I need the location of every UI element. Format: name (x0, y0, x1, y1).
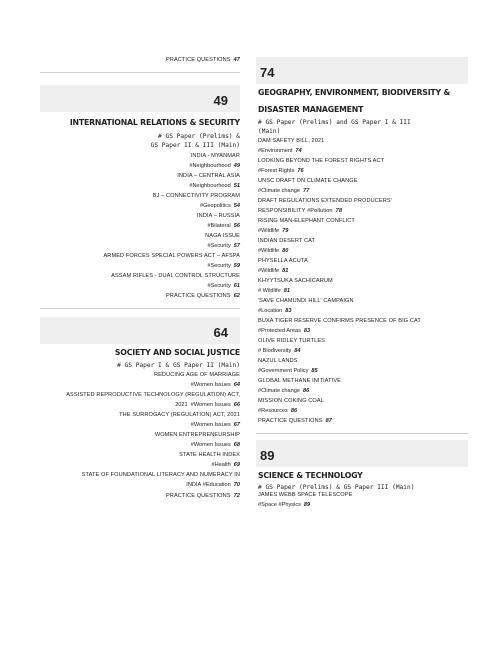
section-header (256, 440, 468, 467)
section-page-number: 89 (260, 448, 275, 463)
gs-paper-line: # GS Paper (Prelims) & GS Paper III (Main) (258, 484, 415, 491)
toc-entry[interactable]: PRACTICE QUESTIONS 47 (165, 57, 240, 63)
toc-entry[interactable]: OLIVE RIDLEY TURTLES # Biodiversity 84 (258, 338, 325, 354)
section-page-number: 49 (213, 93, 228, 108)
toc-entry[interactable]: PRACTICE QUESTIONS 87 (258, 418, 333, 424)
toc-entry[interactable]: BUXA TIGER RESERVE CONFIRMS PRESENCE OF BIG CAT #Protected Areas 83 (258, 318, 421, 334)
section-title: INTERNATIONAL RELATIONS & SECURITY (69, 118, 240, 127)
toc-entry[interactable]: THE SURROGACY (REGULATION) ACT, 2021 #Women Issues 67 (119, 412, 240, 428)
toc-entry[interactable]: ASSISTED REPRODUCTIVE TECHNOLOGY (REGULATION) ACT, 2021 #Women Issues 66 (66, 392, 240, 408)
toc-entry[interactable]: NAGA ISSUE #Security 57 (205, 233, 240, 249)
toc-entry[interactable]: PRACTICE QUESTIONS 72 (165, 493, 240, 499)
gs-paper-line: GS Paper II & III (Main) (150, 142, 240, 149)
section-title: SOCIETY AND SOCIAL JUSTICE (114, 348, 240, 357)
divider (40, 308, 240, 309)
toc-list (40, 153, 240, 300)
section-header (256, 57, 468, 84)
toc-entry[interactable]: LOOKING BEYOND THE FOREST RIGHTS ACT #Forest Rights 76 (258, 158, 385, 174)
toc-entry[interactable]: STATE HEALTH INDEX #Health 69 (179, 452, 240, 468)
toc-entry[interactable]: REDUCING AGE OF MARRIAGE #Women Issues 64 (153, 372, 240, 388)
toc-entry[interactable]: KHYYTSUKA SACHICARUM # Wildlife 81 (258, 278, 333, 294)
toc-entry[interactable]: JAMES WEBB SPACE TELESCOPE #Space #Physics 89 (258, 492, 353, 508)
section-page-number: 74 (260, 65, 275, 80)
toc-list (40, 372, 240, 500)
divider (40, 72, 240, 73)
toc-entry[interactable]: GLOBAL METHANE INITIATIVE #Climate change 86 (258, 378, 342, 394)
toc-entry[interactable]: DAM SAFETY BILL, 2021 #Environment 74 (258, 138, 325, 154)
left-column (40, 0, 240, 500)
toc-entry[interactable]: 'SAVE CHAMUNDI HILL' CAMPAIGN #Location 83 (258, 298, 354, 314)
toc-entry[interactable]: MISSION COKING COAL #Resources 86 (258, 398, 324, 414)
section-geography-environment (256, 57, 468, 425)
section-header (40, 85, 240, 112)
toc-entry[interactable]: PHYSELLA ACUTA #Wildlife 81 (258, 258, 308, 274)
toc-entry[interactable]: UNSC DRAFT ON CLIMATE CHANGE #Climate change 77 (258, 178, 358, 194)
toc-entry[interactable]: DRAFT REGULATIONS EXTENDED PRODUCERS' RESPONSIBILITY #Pollution 78 (258, 198, 392, 214)
divider (256, 433, 468, 434)
toc-entry[interactable]: NAZUL LANDS #Government Policy 85 (258, 358, 318, 374)
toc-entry[interactable]: ASSAM RIFLES - DUAL CONTROL STRUCTURE #Security 61 (111, 273, 240, 289)
gs-paper-line: # GS Paper (Prelims) and GS Paper I & III (258, 119, 411, 126)
toc-entry[interactable]: WOMEN ENTREPRENEURSHIP #Women Issues 68 (154, 432, 240, 448)
toc-list (258, 138, 468, 425)
section-title: SCIENCE & TECHNOLOGY (258, 471, 363, 480)
toc-entry[interactable]: PRACTICE QUESTIONS 62 (165, 293, 240, 299)
gs-paper-line: (Main) (258, 128, 281, 135)
gs-paper-line: # GS Paper I & GS Paper II (Main) (117, 362, 240, 369)
section-title-line: DISASTER MANAGEMENT (258, 105, 364, 114)
toc-entry[interactable]: ARMED FORCES SPECIAL POWERS ACT – AFSPA #Security 59 (103, 253, 240, 269)
toc-entry[interactable]: INDIA – RUSSIA #Bilateral 56 (196, 213, 240, 229)
toc-entry[interactable]: INDIAN DESERT CAT #Wildlife 80 (258, 238, 316, 254)
toc-entry[interactable]: INDIA – CENTRAL ASIA #Neighbourhood 51 (177, 173, 240, 189)
section-science-technology (256, 440, 468, 509)
gs-paper-line: # GS Paper (Prelims) & (158, 133, 240, 140)
section-header (40, 317, 240, 344)
toc-entry[interactable]: INDIA - MYANMAR #Neighbourhood 49 (189, 153, 240, 169)
toc-entry[interactable]: STATE OF FOUNDATIONAL LITERACY AND NUMERACY IN INDIA #Education 70 (81, 472, 240, 488)
toc-entry[interactable]: RISING MAN-ELEPHANT CONFLICT #Wildlife 79 (258, 218, 355, 234)
section-title-line: GEOGRAPHY, ENVIRONMENT, BIODIVERSITY & (258, 88, 451, 97)
section-international-relations (40, 85, 240, 300)
right-column (256, 0, 468, 509)
section-society-social-justice (40, 317, 240, 500)
toc-entry[interactable]: BJ – CONNECTIVITY PROGRAM #Geopolitics 54 (152, 193, 240, 209)
section-page-number: 64 (213, 325, 228, 340)
